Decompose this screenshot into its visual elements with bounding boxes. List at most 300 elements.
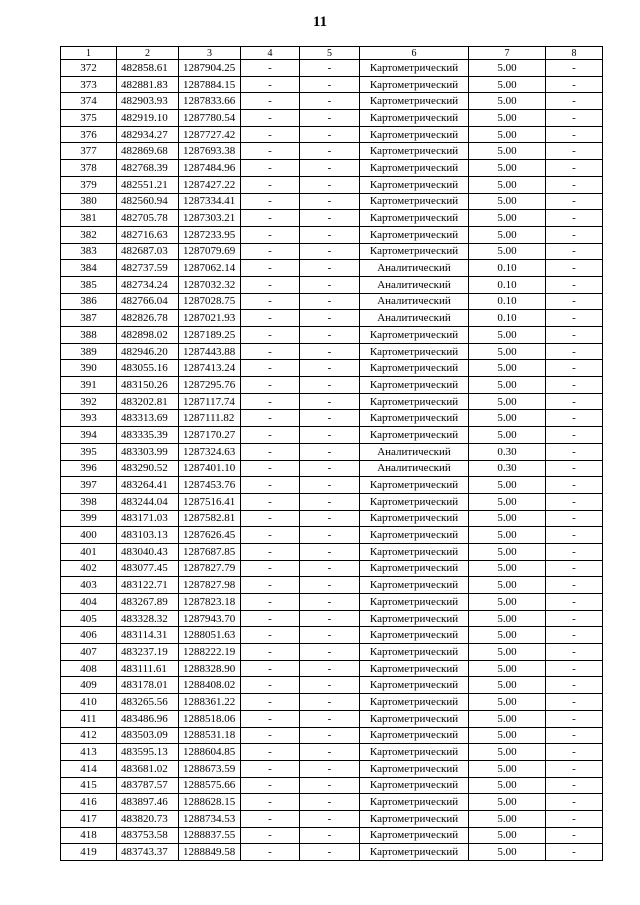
table-cell: - bbox=[241, 694, 300, 711]
table-cell: 482826.78 bbox=[117, 310, 179, 327]
table-cell: Картометрический bbox=[360, 677, 469, 694]
table-cell: - bbox=[546, 510, 603, 527]
table-cell: 482858.61 bbox=[117, 60, 179, 77]
table-cell: 483055.16 bbox=[117, 360, 179, 377]
table-cell: 375 bbox=[61, 110, 117, 127]
table-cell: 412 bbox=[61, 727, 117, 744]
table-cell: - bbox=[546, 343, 603, 360]
table-cell: 1288734.53 bbox=[179, 810, 241, 827]
table-cell: 372 bbox=[61, 60, 117, 77]
table-cell: - bbox=[300, 427, 360, 444]
table-cell: - bbox=[546, 160, 603, 177]
table-cell: - bbox=[300, 510, 360, 527]
table-row bbox=[61, 627, 603, 644]
table-cell: 483040.43 bbox=[117, 543, 179, 560]
table-cell: - bbox=[241, 794, 300, 811]
column-header: 5 bbox=[300, 47, 360, 60]
table-cell: - bbox=[241, 126, 300, 143]
table-row bbox=[61, 560, 603, 577]
table-cell: 1288604.85 bbox=[179, 744, 241, 761]
table-cell: - bbox=[546, 610, 603, 627]
table-row bbox=[61, 827, 603, 844]
table-cell: Аналитический bbox=[360, 460, 469, 477]
table-cell: 482734.24 bbox=[117, 276, 179, 293]
table-cell: 5.00 bbox=[469, 493, 546, 510]
table-cell: 0.10 bbox=[469, 260, 546, 277]
table-cell: 382 bbox=[61, 226, 117, 243]
table-cell: 388 bbox=[61, 327, 117, 344]
table-cell: - bbox=[300, 210, 360, 227]
table-cell: - bbox=[300, 310, 360, 327]
table-cell: - bbox=[546, 60, 603, 77]
table-cell: 385 bbox=[61, 276, 117, 293]
table-row bbox=[61, 794, 603, 811]
table-cell: 1288673.59 bbox=[179, 760, 241, 777]
table-cell: Картометрический bbox=[360, 694, 469, 711]
table-cell: - bbox=[546, 327, 603, 344]
table-cell: - bbox=[300, 627, 360, 644]
table-cell: - bbox=[241, 744, 300, 761]
table-cell: - bbox=[300, 377, 360, 394]
table-row bbox=[61, 176, 603, 193]
table-cell: - bbox=[546, 644, 603, 661]
table-cell: 5.00 bbox=[469, 143, 546, 160]
table-cell: - bbox=[300, 493, 360, 510]
table-cell: 1288628.15 bbox=[179, 794, 241, 811]
table-cell: 405 bbox=[61, 610, 117, 627]
table-cell: 390 bbox=[61, 360, 117, 377]
table-cell: 1287827.98 bbox=[179, 577, 241, 594]
table-cell: - bbox=[241, 543, 300, 560]
column-header: 1 bbox=[61, 47, 117, 60]
table-cell: - bbox=[241, 343, 300, 360]
table-cell: Картометрический bbox=[360, 427, 469, 444]
table-cell: - bbox=[546, 260, 603, 277]
table-cell: - bbox=[546, 560, 603, 577]
table-cell: 403 bbox=[61, 577, 117, 594]
table-cell: 1287884.15 bbox=[179, 76, 241, 93]
table-cell: 404 bbox=[61, 594, 117, 611]
table-cell: 482551.21 bbox=[117, 176, 179, 193]
table-cell: Картометрический bbox=[360, 644, 469, 661]
table-cell: 398 bbox=[61, 493, 117, 510]
table-cell: - bbox=[300, 844, 360, 861]
table-cell: - bbox=[300, 827, 360, 844]
table-cell: Картометрический bbox=[360, 777, 469, 794]
table-cell: 391 bbox=[61, 377, 117, 394]
table-cell: 1288531.18 bbox=[179, 727, 241, 744]
table-cell: - bbox=[300, 76, 360, 93]
table-row bbox=[61, 126, 603, 143]
table-cell: - bbox=[300, 460, 360, 477]
table-cell: - bbox=[241, 477, 300, 494]
table-cell: 401 bbox=[61, 543, 117, 560]
table-cell: 5.00 bbox=[469, 377, 546, 394]
table-cell: 5.00 bbox=[469, 710, 546, 727]
table-cell: - bbox=[546, 543, 603, 560]
table-cell: - bbox=[241, 60, 300, 77]
table-cell: Картометрический bbox=[360, 827, 469, 844]
table-cell: - bbox=[546, 193, 603, 210]
table-cell: 1287823.18 bbox=[179, 594, 241, 611]
table-cell: 483077.45 bbox=[117, 560, 179, 577]
table-cell: - bbox=[546, 594, 603, 611]
table-cell: 1287833.66 bbox=[179, 93, 241, 110]
table-cell: - bbox=[241, 293, 300, 310]
table-cell: - bbox=[241, 810, 300, 827]
table-cell: 1287324.63 bbox=[179, 443, 241, 460]
table-cell: 5.00 bbox=[469, 60, 546, 77]
table-row bbox=[61, 360, 603, 377]
table-cell: 389 bbox=[61, 343, 117, 360]
table-cell: 482768.39 bbox=[117, 160, 179, 177]
table-row bbox=[61, 110, 603, 127]
table-cell: - bbox=[546, 493, 603, 510]
table-row bbox=[61, 777, 603, 794]
table-cell: - bbox=[300, 260, 360, 277]
table-cell: 483150.26 bbox=[117, 377, 179, 394]
table-cell: - bbox=[300, 710, 360, 727]
table-cell: - bbox=[546, 744, 603, 761]
table-cell: 483595.13 bbox=[117, 744, 179, 761]
table-cell: - bbox=[546, 293, 603, 310]
table-cell: - bbox=[300, 777, 360, 794]
table-row bbox=[61, 527, 603, 544]
table-cell: 5.00 bbox=[469, 210, 546, 227]
table-cell: - bbox=[300, 293, 360, 310]
table-cell: Картометрический bbox=[360, 560, 469, 577]
table-cell: - bbox=[546, 577, 603, 594]
table-row bbox=[61, 460, 603, 477]
table-cell: 384 bbox=[61, 260, 117, 277]
table-cell: - bbox=[300, 577, 360, 594]
table-cell: 419 bbox=[61, 844, 117, 861]
table-cell: Картометрический bbox=[360, 510, 469, 527]
table-cell: - bbox=[546, 677, 603, 694]
table-cell: - bbox=[546, 210, 603, 227]
table-row bbox=[61, 477, 603, 494]
table-cell: Картометрический bbox=[360, 410, 469, 427]
table-cell: 1287401.10 bbox=[179, 460, 241, 477]
table-cell: - bbox=[300, 226, 360, 243]
table-cell: 483313.69 bbox=[117, 410, 179, 427]
table-cell: - bbox=[546, 477, 603, 494]
table-cell: Картометрический bbox=[360, 193, 469, 210]
column-header: 6 bbox=[360, 47, 469, 60]
table-cell: 483114.31 bbox=[117, 627, 179, 644]
table-cell: - bbox=[546, 844, 603, 861]
table-cell: 482898.02 bbox=[117, 327, 179, 344]
table-cell: 5.00 bbox=[469, 427, 546, 444]
table-cell: - bbox=[300, 560, 360, 577]
table-cell: - bbox=[300, 160, 360, 177]
table-cell: - bbox=[241, 143, 300, 160]
table-cell: Картометрический bbox=[360, 160, 469, 177]
table-cell: 411 bbox=[61, 710, 117, 727]
table-cell: Аналитический bbox=[360, 310, 469, 327]
table-cell: Картометрический bbox=[360, 794, 469, 811]
table-cell: - bbox=[241, 527, 300, 544]
table-cell: 483335.39 bbox=[117, 427, 179, 444]
table-cell: - bbox=[241, 627, 300, 644]
table-cell: - bbox=[546, 110, 603, 127]
table-cell: - bbox=[546, 694, 603, 711]
table-cell: 1287032.32 bbox=[179, 276, 241, 293]
table-cell: 483244.04 bbox=[117, 493, 179, 510]
column-header: 8 bbox=[546, 47, 603, 60]
table-cell: - bbox=[300, 694, 360, 711]
table-cell: Картометрический bbox=[360, 377, 469, 394]
table-cell: - bbox=[300, 744, 360, 761]
table-cell: 5.00 bbox=[469, 827, 546, 844]
table-cell: 5.00 bbox=[469, 160, 546, 177]
table-cell: 1287295.76 bbox=[179, 377, 241, 394]
table-cell: 5.00 bbox=[469, 644, 546, 661]
table-cell: 483681.02 bbox=[117, 760, 179, 777]
table-cell: Аналитический bbox=[360, 293, 469, 310]
table-cell: - bbox=[241, 610, 300, 627]
table-cell: 0.10 bbox=[469, 293, 546, 310]
table-cell: 5.00 bbox=[469, 110, 546, 127]
table-cell: 5.00 bbox=[469, 477, 546, 494]
table-cell: - bbox=[241, 377, 300, 394]
column-header: 3 bbox=[179, 47, 241, 60]
table-cell: 1287943.70 bbox=[179, 610, 241, 627]
table-row bbox=[61, 427, 603, 444]
table-cell: Картометрический bbox=[360, 143, 469, 160]
table-cell: 483897.46 bbox=[117, 794, 179, 811]
table-cell: - bbox=[241, 176, 300, 193]
table-cell: - bbox=[300, 810, 360, 827]
table-cell: - bbox=[546, 276, 603, 293]
table-cell: 414 bbox=[61, 760, 117, 777]
table-cell: - bbox=[241, 644, 300, 661]
table-cell: 5.00 bbox=[469, 594, 546, 611]
table-cell: 5.00 bbox=[469, 360, 546, 377]
table-cell: - bbox=[546, 393, 603, 410]
table-cell: 5.00 bbox=[469, 660, 546, 677]
table-cell: 418 bbox=[61, 827, 117, 844]
table-cell: 5.00 bbox=[469, 193, 546, 210]
table-cell: Картометрический bbox=[360, 126, 469, 143]
table-cell: Картометрический bbox=[360, 360, 469, 377]
table-row bbox=[61, 577, 603, 594]
table-cell: 1287582.81 bbox=[179, 510, 241, 527]
table-cell: Картометрический bbox=[360, 727, 469, 744]
table-cell: - bbox=[241, 110, 300, 127]
table-cell: - bbox=[300, 193, 360, 210]
table-cell: - bbox=[300, 327, 360, 344]
table-cell: 393 bbox=[61, 410, 117, 427]
table-cell: 5.00 bbox=[469, 176, 546, 193]
table-cell: - bbox=[546, 143, 603, 160]
table-cell: - bbox=[300, 276, 360, 293]
table-cell: 1287111.82 bbox=[179, 410, 241, 427]
table-cell: 0.10 bbox=[469, 276, 546, 293]
table-cell: Картометрический bbox=[360, 810, 469, 827]
table-cell: Картометрический bbox=[360, 110, 469, 127]
table-cell: - bbox=[300, 393, 360, 410]
table-row bbox=[61, 393, 603, 410]
table-cell: 483267.89 bbox=[117, 594, 179, 611]
table-cell: - bbox=[241, 427, 300, 444]
table-cell: - bbox=[300, 660, 360, 677]
table-cell: 1288837.55 bbox=[179, 827, 241, 844]
table-cell: 1287780.54 bbox=[179, 110, 241, 127]
page-number: 11 bbox=[312, 14, 328, 30]
table-cell: 5.00 bbox=[469, 727, 546, 744]
table-cell: 482705.78 bbox=[117, 210, 179, 227]
table-cell: 1288328.90 bbox=[179, 660, 241, 677]
table-cell: 1288222.19 bbox=[179, 644, 241, 661]
table-cell: 1287693.38 bbox=[179, 143, 241, 160]
table-cell: - bbox=[300, 527, 360, 544]
table-cell: 1287062.14 bbox=[179, 260, 241, 277]
table-row bbox=[61, 727, 603, 744]
table-cell: 483503.09 bbox=[117, 727, 179, 744]
table-cell: 483265.56 bbox=[117, 694, 179, 711]
table-cell: 386 bbox=[61, 293, 117, 310]
table-cell: - bbox=[300, 410, 360, 427]
table-cell: 483753.58 bbox=[117, 827, 179, 844]
table-cell: - bbox=[241, 493, 300, 510]
table-cell: 1287516.41 bbox=[179, 493, 241, 510]
table-cell: - bbox=[546, 310, 603, 327]
table-cell: - bbox=[300, 760, 360, 777]
table-cell: 1288051.63 bbox=[179, 627, 241, 644]
table-cell: Картометрический bbox=[360, 60, 469, 77]
table-cell: 483743.37 bbox=[117, 844, 179, 861]
table-cell: 5.00 bbox=[469, 777, 546, 794]
table-cell: - bbox=[546, 243, 603, 260]
table-cell: 1287334.41 bbox=[179, 193, 241, 210]
table-cell: 1288518.06 bbox=[179, 710, 241, 727]
table-cell: Картометрический bbox=[360, 527, 469, 544]
table-cell: 0.30 bbox=[469, 460, 546, 477]
table-cell: 483202.81 bbox=[117, 393, 179, 410]
table-cell: - bbox=[300, 176, 360, 193]
table-cell: 483122.71 bbox=[117, 577, 179, 594]
table-row bbox=[61, 677, 603, 694]
table-cell: 377 bbox=[61, 143, 117, 160]
table-cell: 394 bbox=[61, 427, 117, 444]
table-row bbox=[61, 226, 603, 243]
table-cell: Картометрический bbox=[360, 627, 469, 644]
table-row bbox=[61, 327, 603, 344]
table-cell: 392 bbox=[61, 393, 117, 410]
table-cell: 383 bbox=[61, 243, 117, 260]
table-cell: 482716.63 bbox=[117, 226, 179, 243]
table-cell: 1287453.76 bbox=[179, 477, 241, 494]
table-cell: - bbox=[300, 243, 360, 260]
table-cell: - bbox=[546, 176, 603, 193]
table-cell: 483111.61 bbox=[117, 660, 179, 677]
table-cell: - bbox=[546, 93, 603, 110]
table-cell: 483237.19 bbox=[117, 644, 179, 661]
table-cell: 5.00 bbox=[469, 560, 546, 577]
table-cell: 1287727.42 bbox=[179, 126, 241, 143]
table-cell: - bbox=[546, 777, 603, 794]
table-cell: 1287827.79 bbox=[179, 560, 241, 577]
table-cell: Аналитический bbox=[360, 443, 469, 460]
table-cell: - bbox=[300, 727, 360, 744]
table-row bbox=[61, 710, 603, 727]
table-cell: - bbox=[300, 443, 360, 460]
table-cell: 373 bbox=[61, 76, 117, 93]
table-cell: - bbox=[546, 377, 603, 394]
table-cell: Картометрический bbox=[360, 660, 469, 677]
table-cell: 483178.01 bbox=[117, 677, 179, 694]
table-row bbox=[61, 260, 603, 277]
table-cell: Аналитический bbox=[360, 260, 469, 277]
table-cell: Картометрический bbox=[360, 493, 469, 510]
table-cell: 387 bbox=[61, 310, 117, 327]
table-cell: - bbox=[300, 110, 360, 127]
table-cell: 5.00 bbox=[469, 527, 546, 544]
table-cell: 1287904.25 bbox=[179, 60, 241, 77]
table-cell: - bbox=[300, 60, 360, 77]
table-cell: 407 bbox=[61, 644, 117, 661]
table-cell: 483486.96 bbox=[117, 710, 179, 727]
table-cell: 400 bbox=[61, 527, 117, 544]
table-cell: 482903.93 bbox=[117, 93, 179, 110]
table-cell: - bbox=[546, 827, 603, 844]
table-cell: 1287170.27 bbox=[179, 427, 241, 444]
table-cell: - bbox=[546, 527, 603, 544]
table-cell: Картометрический bbox=[360, 477, 469, 494]
table-cell: - bbox=[300, 360, 360, 377]
table-cell: 5.00 bbox=[469, 126, 546, 143]
table-cell: 482946.20 bbox=[117, 343, 179, 360]
table-cell: - bbox=[546, 710, 603, 727]
table-row bbox=[61, 810, 603, 827]
table-cell: 1288361.22 bbox=[179, 694, 241, 711]
table-cell: 483290.52 bbox=[117, 460, 179, 477]
table-row bbox=[61, 343, 603, 360]
table-cell: 483103.13 bbox=[117, 527, 179, 544]
table-cell: - bbox=[241, 844, 300, 861]
table-cell: 1288849.58 bbox=[179, 844, 241, 861]
table-cell: 5.00 bbox=[469, 627, 546, 644]
table-cell: - bbox=[300, 143, 360, 160]
table-cell: 482934.27 bbox=[117, 126, 179, 143]
table-row bbox=[61, 93, 603, 110]
table-cell: - bbox=[241, 243, 300, 260]
table-row bbox=[61, 594, 603, 611]
table-cell: 1287413.24 bbox=[179, 360, 241, 377]
table-cell: 5.00 bbox=[469, 694, 546, 711]
table-cell: 482737.59 bbox=[117, 260, 179, 277]
table-cell: 5.00 bbox=[469, 327, 546, 344]
table-cell: - bbox=[241, 777, 300, 794]
table-cell: 406 bbox=[61, 627, 117, 644]
table-cell: 1287021.93 bbox=[179, 310, 241, 327]
table-cell: - bbox=[300, 343, 360, 360]
table-cell: 402 bbox=[61, 560, 117, 577]
column-header: 4 bbox=[241, 47, 300, 60]
table-cell: 1287117.74 bbox=[179, 393, 241, 410]
table-cell: 5.00 bbox=[469, 76, 546, 93]
table-cell: 395 bbox=[61, 443, 117, 460]
table-cell: 5.00 bbox=[469, 744, 546, 761]
table-row bbox=[61, 310, 603, 327]
table-cell: - bbox=[241, 210, 300, 227]
column-header: 7 bbox=[469, 47, 546, 60]
table-cell: 1287189.25 bbox=[179, 327, 241, 344]
table-row bbox=[61, 276, 603, 293]
table-cell: 5.00 bbox=[469, 543, 546, 560]
table-cell: 5.00 bbox=[469, 343, 546, 360]
